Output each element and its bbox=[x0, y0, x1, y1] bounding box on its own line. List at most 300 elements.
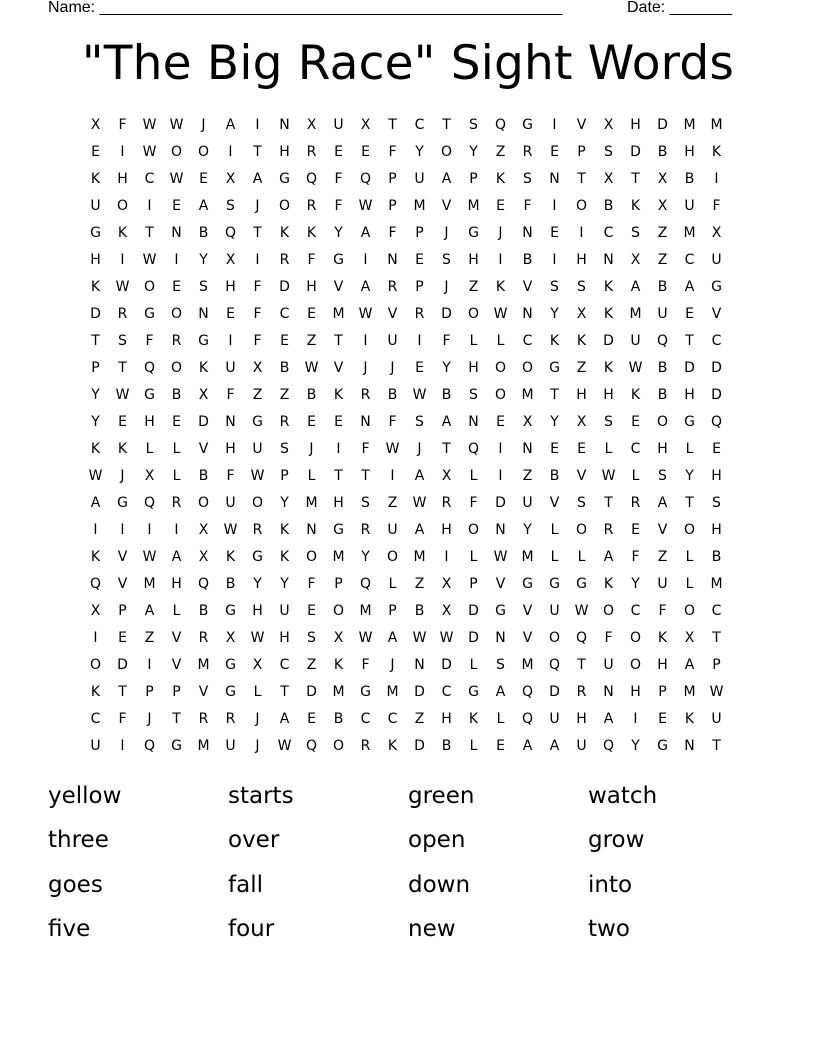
grid-letter: C bbox=[441, 684, 452, 700]
grid-letter: U bbox=[333, 117, 344, 133]
word-bank bbox=[48, 774, 768, 951]
grid-letter: Q bbox=[143, 495, 156, 511]
grid-letter: Q bbox=[197, 576, 210, 592]
grid-letter: A bbox=[387, 630, 398, 646]
grid-letter: Q bbox=[656, 333, 669, 349]
grid-letter: K bbox=[603, 279, 614, 295]
grid-letter: W bbox=[358, 198, 373, 214]
grid-letter: B bbox=[198, 225, 209, 241]
grid-letter: I bbox=[579, 225, 584, 241]
grid-letter: I bbox=[147, 522, 152, 538]
grid-letter: C bbox=[144, 171, 155, 187]
grid-letter: I bbox=[120, 738, 125, 754]
grid-letter: T bbox=[712, 630, 721, 646]
grid-letter: W bbox=[493, 549, 508, 565]
grid-letter: H bbox=[576, 252, 587, 268]
grid-letter: D bbox=[657, 117, 668, 133]
grid-letter: B bbox=[684, 171, 695, 187]
grid-letter: W bbox=[358, 630, 373, 646]
grid-letter: X bbox=[603, 117, 614, 133]
grid-letter: U bbox=[603, 657, 614, 673]
grid-letter: Q bbox=[143, 360, 156, 376]
page-title: "The Big Race" Sight Words bbox=[81, 36, 735, 91]
grid-letter: E bbox=[631, 522, 640, 538]
grid-letter: B bbox=[711, 549, 722, 565]
grid-letter: Q bbox=[521, 684, 534, 700]
grid-letter: B bbox=[657, 387, 668, 403]
grid-letter: C bbox=[630, 603, 641, 619]
grid-letter: X bbox=[360, 117, 371, 133]
grid-letter: I bbox=[336, 441, 341, 457]
word-bank-item: two bbox=[588, 915, 630, 942]
grid-letter: I bbox=[93, 630, 98, 646]
grid-letter: W bbox=[115, 279, 130, 295]
grid-letter: E bbox=[550, 144, 559, 160]
grid-letter: K bbox=[279, 522, 290, 538]
word-bank-item: watch bbox=[588, 783, 658, 809]
grid-letter: A bbox=[414, 468, 425, 484]
grid-letter: M bbox=[413, 549, 426, 565]
grid-letter: P bbox=[334, 576, 343, 592]
grid-letter: M bbox=[467, 198, 480, 214]
grid-letter: T bbox=[334, 333, 343, 349]
grid-letter: H bbox=[441, 711, 452, 727]
grid-letter: M bbox=[305, 495, 318, 511]
grid-letter: F bbox=[388, 144, 397, 160]
grid-letter: E bbox=[685, 306, 694, 322]
grid-letter: T bbox=[442, 117, 451, 133]
grid-letter: I bbox=[498, 441, 503, 457]
grid-letter: U bbox=[711, 711, 722, 727]
grid-letter: Q bbox=[305, 171, 318, 187]
grid-letter: V bbox=[117, 576, 128, 592]
grid-letter: U bbox=[279, 603, 290, 619]
word-bank-item: grow bbox=[588, 827, 645, 854]
grid-letter: E bbox=[172, 279, 181, 295]
grid-letter: V bbox=[495, 576, 506, 592]
grid-letter: H bbox=[252, 603, 263, 619]
grid-letter: T bbox=[145, 225, 154, 241]
grid-letter: N bbox=[414, 657, 425, 673]
grid-letter: D bbox=[630, 144, 641, 160]
grid-letter: X bbox=[657, 198, 668, 214]
grid-letter: S bbox=[604, 414, 613, 430]
word-bank-item: over bbox=[228, 827, 280, 854]
grid-letter: S bbox=[523, 171, 532, 187]
grid-letter: I bbox=[174, 252, 179, 268]
grid-letter: N bbox=[522, 441, 533, 457]
grid-letter: T bbox=[577, 657, 586, 673]
grid-letter: A bbox=[684, 657, 695, 673]
grid-letter: P bbox=[118, 603, 127, 619]
grid-letter: T bbox=[712, 738, 721, 754]
grid-letter: B bbox=[279, 360, 290, 376]
grid-letter: L bbox=[604, 441, 613, 457]
grid-letter: L bbox=[469, 738, 478, 754]
grid-letter: P bbox=[280, 468, 289, 484]
grid-letter: V bbox=[522, 630, 533, 646]
grid-letter: Z bbox=[414, 711, 425, 727]
grid-letter: Y bbox=[550, 414, 559, 430]
grid-letter: V bbox=[657, 522, 668, 538]
grid-letter: V bbox=[441, 198, 452, 214]
grid-letter: X bbox=[306, 117, 317, 133]
grid-letter: E bbox=[334, 144, 343, 160]
grid-letter: A bbox=[603, 549, 614, 565]
grid-letter: O bbox=[170, 360, 183, 376]
grid-letter: H bbox=[441, 522, 452, 538]
grid-letter: T bbox=[91, 333, 100, 349]
grid-letter: B bbox=[387, 387, 398, 403]
grid-letter: N bbox=[468, 414, 479, 430]
grid-letter: O bbox=[548, 630, 561, 646]
grid-letter: L bbox=[577, 549, 586, 565]
grid-letter: U bbox=[657, 306, 668, 322]
grid-letter: D bbox=[468, 603, 479, 619]
worksheet-header bbox=[48, 0, 748, 20]
grid-letter: M bbox=[143, 576, 156, 592]
grid-letter: R bbox=[360, 522, 371, 538]
grid-letter: Z bbox=[576, 360, 587, 376]
grid-letter: Z bbox=[657, 549, 668, 565]
grid-letter: E bbox=[550, 225, 559, 241]
grid-letter: R bbox=[171, 495, 182, 511]
word-bank-item: yellow bbox=[48, 783, 122, 809]
grid-letter: L bbox=[253, 684, 262, 700]
grid-letter: G bbox=[198, 333, 209, 349]
grid-letter: M bbox=[683, 117, 696, 133]
grid-letter: T bbox=[118, 360, 127, 376]
grid-letter: A bbox=[90, 495, 101, 511]
grid-letter: Q bbox=[548, 657, 561, 673]
grid-letter: R bbox=[225, 711, 236, 727]
grid-letter: K bbox=[657, 630, 668, 646]
grid-letter: O bbox=[332, 603, 345, 619]
grid-letter: R bbox=[360, 387, 371, 403]
grid-letter: S bbox=[361, 495, 370, 511]
grid-letter: Z bbox=[657, 225, 668, 241]
grid-letter: K bbox=[333, 387, 344, 403]
grid-letter: I bbox=[255, 117, 260, 133]
grid-letter: R bbox=[630, 495, 641, 511]
grid-letter: O bbox=[143, 279, 156, 295]
grid-letter: F bbox=[226, 468, 235, 484]
grid-letter: W bbox=[628, 360, 643, 376]
grid-letter: K bbox=[198, 360, 209, 376]
grid-letter: X bbox=[684, 630, 695, 646]
grid-letter: A bbox=[144, 603, 155, 619]
grid-letter: L bbox=[631, 468, 640, 484]
grid-letter: F bbox=[307, 252, 316, 268]
grid-letter: K bbox=[684, 711, 695, 727]
word-bank-item: four bbox=[228, 915, 275, 942]
grid-letter: S bbox=[577, 495, 586, 511]
grid-letter: G bbox=[252, 414, 263, 430]
grid-letter: Y bbox=[442, 360, 451, 376]
grid-letter: F bbox=[712, 198, 721, 214]
grid-letter: D bbox=[495, 495, 506, 511]
grid-letter: E bbox=[361, 144, 370, 160]
grid-letter: O bbox=[521, 360, 534, 376]
grid-letter: M bbox=[710, 576, 723, 592]
grid-letter: G bbox=[684, 414, 695, 430]
grid-letter: O bbox=[575, 522, 588, 538]
grid-letter: Z bbox=[306, 657, 317, 673]
grid-letter: R bbox=[603, 522, 614, 538]
grid-letter: F bbox=[334, 198, 343, 214]
grid-letter: B bbox=[549, 468, 560, 484]
grid-letter: J bbox=[444, 225, 449, 241]
grid-letter: X bbox=[198, 387, 209, 403]
grid-letter: O bbox=[575, 198, 588, 214]
grid-letter: L bbox=[388, 576, 397, 592]
grid-letter: E bbox=[631, 414, 640, 430]
grid-letter: B bbox=[333, 711, 344, 727]
grid-letter: W bbox=[358, 306, 373, 322]
grid-letter: H bbox=[711, 468, 722, 484]
grid-letter: R bbox=[441, 495, 452, 511]
grid-letter: D bbox=[414, 738, 425, 754]
grid-letter: F bbox=[145, 333, 154, 349]
grid-letter: F bbox=[253, 279, 262, 295]
grid-letter: V bbox=[522, 603, 533, 619]
grid-letter: G bbox=[333, 522, 344, 538]
grid-letter: E bbox=[226, 306, 235, 322]
grid-letter: X bbox=[711, 225, 722, 241]
grid-letter: T bbox=[685, 333, 694, 349]
grid-letter: J bbox=[309, 441, 314, 457]
grid-letter: X bbox=[90, 603, 101, 619]
grid-letter: R bbox=[360, 738, 371, 754]
grid-letter: C bbox=[387, 711, 398, 727]
grid-letter: F bbox=[631, 549, 640, 565]
grid-letter: I bbox=[147, 657, 152, 673]
grid-letter: Y bbox=[361, 549, 370, 565]
grid-letter: W bbox=[709, 684, 724, 700]
grid-letter: F bbox=[469, 495, 478, 511]
grid-letter: S bbox=[415, 414, 424, 430]
grid-letter: Y bbox=[280, 576, 289, 592]
grid-letter: G bbox=[90, 225, 101, 241]
grid-letter: A bbox=[441, 414, 452, 430]
grid-letter: M bbox=[710, 117, 723, 133]
grid-letter: A bbox=[279, 711, 290, 727]
grid-letter: E bbox=[307, 603, 316, 619]
grid-letter: Z bbox=[657, 252, 668, 268]
grid-letter: L bbox=[469, 468, 478, 484]
grid-letter: E bbox=[496, 198, 505, 214]
grid-letter: H bbox=[225, 441, 236, 457]
grid-letter: L bbox=[550, 522, 559, 538]
grid-letter: G bbox=[576, 576, 587, 592]
grid-letter: U bbox=[90, 198, 101, 214]
grid-letter: I bbox=[120, 252, 125, 268]
grid-letter: K bbox=[333, 657, 344, 673]
grid-letter: Q bbox=[494, 117, 507, 133]
grid-letter: E bbox=[415, 252, 424, 268]
grid-letter: R bbox=[306, 144, 317, 160]
grid-letter: U bbox=[387, 522, 398, 538]
grid-letter: G bbox=[360, 684, 371, 700]
grid-letter: O bbox=[89, 657, 102, 673]
word-bank-item: fall bbox=[228, 871, 263, 898]
grid-letter: C bbox=[90, 711, 101, 727]
grid-letter: B bbox=[441, 738, 452, 754]
grid-letter: T bbox=[685, 495, 694, 511]
grid-letter: O bbox=[683, 603, 696, 619]
grid-letter: F bbox=[523, 198, 532, 214]
grid-letter: O bbox=[116, 198, 129, 214]
grid-letter: Z bbox=[279, 387, 290, 403]
grid-letter: F bbox=[118, 117, 127, 133]
grid-letter: U bbox=[711, 252, 722, 268]
grid-letter: I bbox=[714, 171, 719, 187]
grid-letter: V bbox=[333, 360, 344, 376]
grid-letter: Z bbox=[522, 468, 533, 484]
grid-letter: U bbox=[684, 198, 695, 214]
grid-letter: X bbox=[225, 252, 236, 268]
grid-letter: N bbox=[495, 522, 506, 538]
grid-letter: B bbox=[603, 198, 614, 214]
grid-letter: J bbox=[255, 711, 260, 727]
grid-letter: Z bbox=[144, 630, 155, 646]
grid-letter: M bbox=[332, 306, 345, 322]
grid-letter: G bbox=[279, 171, 290, 187]
grid-letter: C bbox=[360, 711, 371, 727]
grid-letter: B bbox=[441, 387, 452, 403]
grid-letter: W bbox=[385, 441, 400, 457]
grid-letter: O bbox=[197, 495, 210, 511]
grid-letter: Q bbox=[224, 225, 237, 241]
grid-letter: U bbox=[387, 333, 398, 349]
word-bank-item: down bbox=[408, 871, 471, 898]
grid-letter: I bbox=[147, 198, 152, 214]
grid-letter: K bbox=[495, 171, 506, 187]
grid-letter: C bbox=[603, 225, 614, 241]
grid-letter: J bbox=[363, 360, 368, 376]
grid-letter: W bbox=[169, 117, 184, 133]
grid-letter: S bbox=[469, 387, 478, 403]
grid-letter: P bbox=[145, 684, 154, 700]
grid-letter: E bbox=[496, 738, 505, 754]
grid-letter: A bbox=[603, 711, 614, 727]
grid-letter: U bbox=[252, 441, 263, 457]
grid-letter: L bbox=[685, 441, 694, 457]
grid-letter: G bbox=[522, 576, 533, 592]
grid-letter: F bbox=[361, 657, 370, 673]
grid-letter: R bbox=[522, 144, 533, 160]
grid-letter: O bbox=[251, 495, 264, 511]
grid-letter: O bbox=[278, 198, 291, 214]
grid-letter: B bbox=[522, 252, 533, 268]
grid-letter: E bbox=[307, 414, 316, 430]
grid-letter: G bbox=[333, 252, 344, 268]
grid-letter: U bbox=[576, 738, 587, 754]
grid-letter: G bbox=[495, 603, 506, 619]
grid-letter: I bbox=[363, 333, 368, 349]
grid-letter: V bbox=[333, 279, 344, 295]
grid-letter: C bbox=[522, 333, 533, 349]
grid-letter: F bbox=[388, 414, 397, 430]
grid-letter: G bbox=[711, 279, 722, 295]
grid-letter: R bbox=[171, 333, 182, 349]
grid-letter: Y bbox=[469, 144, 478, 160]
grid-letter: Y bbox=[91, 414, 100, 430]
grid-letter: M bbox=[332, 549, 345, 565]
grid-letter: W bbox=[223, 522, 238, 538]
grid-letter: E bbox=[307, 306, 316, 322]
grid-letter: O bbox=[467, 522, 480, 538]
grid-letter: J bbox=[201, 117, 206, 133]
grid-letter: S bbox=[199, 279, 208, 295]
grid-letter: X bbox=[630, 252, 641, 268]
grid-letter: S bbox=[469, 117, 478, 133]
grid-letter: T bbox=[604, 495, 613, 511]
grid-letter: E bbox=[415, 360, 424, 376]
grid-letter: Z bbox=[495, 144, 506, 160]
grid-letter: P bbox=[469, 576, 478, 592]
grid-letter: I bbox=[498, 468, 503, 484]
grid-letter: C bbox=[414, 117, 425, 133]
grid-letter: I bbox=[120, 144, 125, 160]
grid-letter: I bbox=[552, 117, 557, 133]
grid-letter: X bbox=[522, 414, 533, 430]
grid-letter: R bbox=[576, 684, 587, 700]
grid-letter: T bbox=[631, 171, 640, 187]
grid-letter: U bbox=[630, 333, 641, 349]
grid-letter: P bbox=[388, 603, 397, 619]
grid-letter: A bbox=[414, 522, 425, 538]
grid-letter: K bbox=[117, 225, 128, 241]
grid-letter: O bbox=[440, 144, 453, 160]
grid-letter: W bbox=[601, 468, 616, 484]
grid-letter: G bbox=[225, 684, 236, 700]
grid-letter: W bbox=[88, 468, 103, 484]
grid-letter: G bbox=[522, 117, 533, 133]
grid-letter: L bbox=[469, 549, 478, 565]
grid-letter: Q bbox=[467, 441, 480, 457]
word-bank-item: starts bbox=[228, 783, 294, 809]
grid-letter: B bbox=[414, 603, 425, 619]
grid-letter: E bbox=[577, 441, 586, 457]
grid-letter: W bbox=[574, 603, 589, 619]
grid-letter: O bbox=[467, 306, 480, 322]
grid-letter: S bbox=[550, 279, 559, 295]
grid-letter: R bbox=[198, 711, 209, 727]
grid-letter: A bbox=[441, 171, 452, 187]
grid-letter: W bbox=[412, 630, 427, 646]
grid-letter: G bbox=[549, 576, 560, 592]
grid-letter: Y bbox=[280, 495, 289, 511]
grid-letter: L bbox=[145, 441, 154, 457]
grid-letter: J bbox=[120, 468, 125, 484]
grid-letter: A bbox=[252, 171, 263, 187]
grid-letter: X bbox=[603, 171, 614, 187]
grid-letter: S bbox=[226, 198, 235, 214]
grid-letter: D bbox=[414, 684, 425, 700]
grid-letter: H bbox=[576, 711, 587, 727]
grid-letter: R bbox=[279, 252, 290, 268]
grid-letter: M bbox=[629, 306, 642, 322]
grid-letter: S bbox=[712, 495, 721, 511]
grid-letter: W bbox=[277, 738, 292, 754]
grid-letter: Q bbox=[359, 171, 372, 187]
grid-letter: N bbox=[684, 738, 695, 754]
grid-letter: X bbox=[441, 603, 452, 619]
grid-letter: D bbox=[684, 360, 695, 376]
grid-letter: W bbox=[250, 630, 265, 646]
grid-letter: V bbox=[117, 549, 128, 565]
